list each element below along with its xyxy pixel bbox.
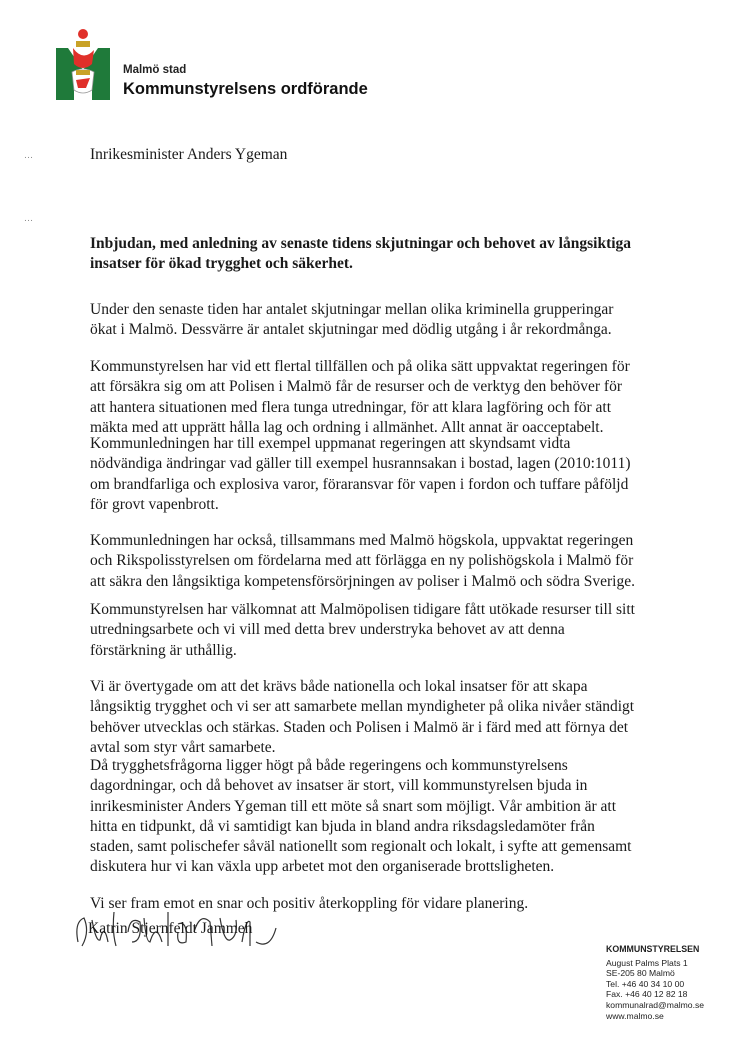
paragraph <box>90 677 634 758</box>
paragraph <box>90 756 632 878</box>
text-line: att hantera situationen med flera tunga utredningar, för att klara lagföring och för att <box>90 398 612 416</box>
heading-line: Inbjudan, med anledning av senaste tidens skjutningar och behovet av långsiktiga <box>90 235 632 252</box>
malmo-coat-of-arms-logo <box>56 28 110 100</box>
footer-phone: Tel. +46 40 34 10 00 <box>606 978 685 989</box>
text-line: Kommunstyrelsen har vid ett flertal tillfällen och på olika sätt uppvaktat regeringen för <box>90 358 630 375</box>
margin-mark: … <box>24 150 33 160</box>
footer-fax: Fax. +46 40 12 82 18 <box>606 989 688 1000</box>
text-line: nödvändiga ändringar vad gäller till exempel husrannsakan i bostad, lagen (2010:1011) <box>90 455 631 473</box>
department-name: Kommunstyrelsens ordförande <box>123 80 368 98</box>
paragraph <box>90 357 630 438</box>
text-line: utredningsarbete och vi vill med detta brev understryka behovet av att denna <box>90 621 565 639</box>
text-line: diskutera hur vi kan växla upp arbetet mot den organiserade brottsligheten. <box>90 858 555 876</box>
text-line: hitta en tidpunkt, då vi samtidigt kan bjuda in bland andra riksdagsledamöter från <box>90 817 595 835</box>
text-line: Kommunledningen har också, tillsammans med Malmö högskola, uppvaktat regeringen <box>90 532 634 549</box>
text-line: Då trygghetsfrågorna ligger högt på både regeringens och kommunstyrelsens <box>90 757 568 774</box>
text-line: och Rikspolisstyrelsen om fördelarna med att förlägga en ny polishögskola i Malmö för <box>90 552 634 570</box>
recipient: Inrikesminister Anders Ygeman <box>90 146 288 163</box>
margin-mark: … <box>24 213 33 223</box>
footer-title: KOMMUNSTYRELSEN <box>606 944 700 954</box>
signatory-name: Katrin Stjernfeldt Jammeh <box>88 920 253 937</box>
paragraph <box>90 600 635 661</box>
closing-line: Vi ser fram emot en snar och positiv återkoppling för vidare planering. <box>90 895 529 912</box>
footer-address: August Palms Plats 1 <box>606 957 688 968</box>
text-line: att försäkra sig om att Polisen i Malmö får de resurser och de verktyg den behöver för <box>90 378 623 396</box>
text-line: avtal som styr vårt samarbete. <box>90 738 276 756</box>
text-line: Kommunstyrelsen har välkomnat att Malmöpolisen tidigare fått utökade resurser till sitt <box>90 601 635 618</box>
text-line: staden, samt polischefer såväl nationellt som regionalt och lokalt, i syfte att gemensamt <box>90 838 632 856</box>
text-line: att säkra den långsiktiga kompetensförsörjningen av poliser i Malmö och södra Sverige. <box>90 572 635 590</box>
text-line: mäkta med att upprätt hålla lag och ordning i allmänhet. Allt annat är oacceptabelt. <box>90 418 604 436</box>
text-line: inrikesminister Anders Ygeman till ett möte så snart som möjligt. Vår ambition är att <box>90 797 617 815</box>
text-line: behöver utvecklas och stärkas. Staden och Polisen i Malmö är i färd med att förnya det <box>90 718 629 736</box>
text-line: dagordningar, och då behovet av insatser är stort, vill kommunstyrelsen bjuda in <box>90 777 588 795</box>
footer-email[interactable]: kommunalrad@malmo.se <box>606 999 705 1010</box>
text-line: långsiktig trygghet och vi ser att samarbete mellan myndigheter på olika nivåer ständigt <box>90 698 635 716</box>
text-line: Under den senaste tiden har antalet skjutningar mellan olika kriminella grupperingar <box>90 301 614 318</box>
text-line: Kommunledningen har till exempel uppmanat regeringen att skyndsamt vidta <box>90 435 571 452</box>
letter-heading <box>90 234 631 274</box>
heading-line: insatser för ökad trygghet och säkerhet. <box>90 255 353 272</box>
text-line: om brandfarliga och explosiva varor, föraransvar för vapen i fordon och tuffare påföljd <box>90 475 629 493</box>
organization-name: Malmö stad <box>123 64 187 76</box>
footer-contact <box>606 944 704 1021</box>
paragraph <box>90 434 630 515</box>
text-line: ökat i Malmö. Dessvärre är antalet skjutningar med dödlig utgång i år rekordmånga. <box>90 321 612 339</box>
paragraph <box>90 531 635 592</box>
text-line: för grovt vapenbrott. <box>90 495 219 513</box>
footer-website[interactable]: www.malmo.se <box>606 1010 664 1021</box>
text-line: förstärkning är uthållig. <box>90 641 237 659</box>
text-line: Vi är övertygade om att det krävs både nationella och lokal insatser för att skapa <box>90 678 588 695</box>
paragraph <box>90 300 613 341</box>
footer-postal: SE-205 80 Malmö <box>606 968 675 979</box>
